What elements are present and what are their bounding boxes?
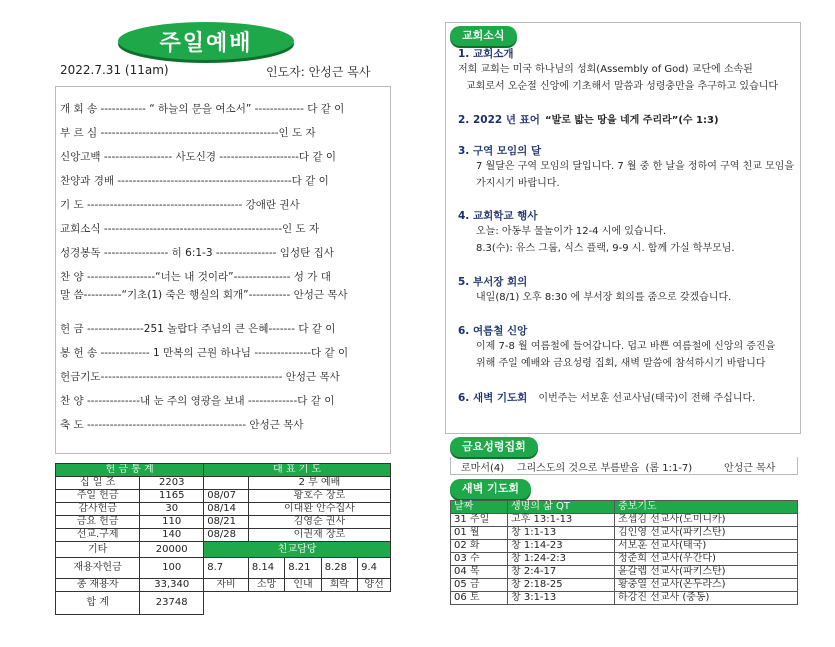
prayer-date: 08/21	[204, 516, 249, 529]
news-num: 6.	[458, 325, 470, 337]
cleaning-group: 자비	[204, 579, 249, 592]
offering-value: 2203	[140, 477, 204, 490]
dawn-header: 날짜	[451, 501, 508, 514]
prayer-name: 이대환 안수집사	[248, 503, 390, 516]
news-line: 내일(8/1) 오후 8:30 에 부서장 회의를 줌으로 갖겠습니다.	[476, 292, 732, 303]
order-item: 찬 양 --------------내 눈 주의 영광을 보내 -------------다 같 이	[60, 395, 335, 407]
offering-header: 헌 금 통 계	[56, 464, 204, 477]
cleaning-group: 희락	[321, 579, 357, 592]
news-line: 7 월달은 구역 모임의 달입니다. 7 월 중 한 날을 정하여 구역 친교 모임을	[476, 161, 795, 172]
cleaning-group: 인내	[285, 579, 321, 592]
order-item: 교회소식 -----------------------------------------------인 도 자	[60, 223, 320, 235]
dawn-header: 생명의 삶 QT	[508, 501, 615, 514]
offering-prayer-table	[55, 463, 391, 615]
news-num: 3.	[458, 145, 470, 157]
prayer-date: 08/28	[204, 529, 249, 542]
order-item: 봉 헌 송 ------------- 1 만복의 근원 하나님 ---------------다 같 이	[60, 347, 349, 359]
dawn-qt: 고후 13:1-13	[508, 514, 615, 527]
news-item	[458, 323, 798, 372]
news-line: 위해 주일 예배와 금요성령 집회, 새벽 말씀에 참석하시기 바랍니다	[476, 358, 766, 369]
news-item	[458, 143, 798, 192]
offering-label: 십 일 조	[56, 477, 140, 490]
table-row	[451, 592, 798, 605]
cleaning-date: 8.7	[204, 558, 249, 579]
dawn-qt: 창 1:14-23	[508, 540, 615, 553]
prayer-name: 황호수 장로	[248, 490, 390, 503]
news-line: 이번주는 서보훈 선교사님(태국)이 전해 주십니다.	[538, 393, 756, 404]
prayer-date: 08/07	[204, 490, 249, 503]
table-row	[451, 514, 798, 527]
news-heading: 여름철 신앙	[472, 325, 528, 337]
order-item: 개 회 송 ------------ “ 하늘의 문을 여소서” ------------- 다 같 이	[60, 103, 345, 115]
order-item: 신앙고백 ------------------ 사도신경 ---------------------다 같 이	[60, 151, 337, 163]
dawn-header: 중보기도	[615, 501, 798, 514]
cleaning-date: 8.28	[321, 558, 357, 579]
news-heading: 구역 모임의 달	[472, 145, 542, 157]
table-row	[451, 553, 798, 566]
offering-label: 주일 헌금	[56, 490, 140, 503]
friday-box	[450, 457, 798, 475]
service-title-banner	[118, 22, 294, 60]
dawn-prayer: 정준희 선교사(우간다)	[615, 553, 798, 566]
dawn-day: 06 토	[451, 592, 508, 605]
dawn-qt: 창 3:1-13	[508, 592, 615, 605]
offering-label: 감사헌금	[56, 503, 140, 516]
dawn-qt: 창 2:18-25	[508, 579, 615, 592]
news-heading: 교회소개	[472, 48, 514, 60]
offering-value: 33,340	[140, 579, 204, 592]
news-item	[458, 386, 798, 407]
offering-label: 기타	[56, 542, 140, 558]
dawn-schedule-table	[450, 500, 798, 605]
table-row	[451, 566, 798, 579]
prayer-header: 대 표 기 도	[204, 464, 391, 477]
news-heading: 새벽 기도회	[472, 392, 528, 404]
cleaning-group: 소망	[248, 579, 284, 592]
order-of-worship	[55, 86, 391, 454]
dawn-qt: 창 1:1-13	[508, 527, 615, 540]
order-item: 찬양과 경배 ----------------------------------------------다 같 이	[60, 175, 329, 187]
dawn-prayer: 조셉김 선교사(도미니카)	[615, 514, 798, 527]
news-item	[458, 46, 798, 95]
table-row	[451, 540, 798, 553]
table-row	[451, 527, 798, 540]
order-item: 헌 금 ---------------251 놀랍다 주님의 큰 은혜------- 다 같 이	[60, 323, 336, 335]
news-num: 2.	[458, 114, 470, 126]
dawn-pill: 새벽 기도회	[450, 479, 531, 499]
order-item: 부 르 심 -----------------------------------------------인 도 자	[60, 127, 316, 139]
dawn-day: 03 수	[451, 553, 508, 566]
dawn-day: 05 금	[451, 579, 508, 592]
order-item: 기 도 ----------------------------------------- 강애란 권사	[60, 199, 300, 211]
news-line: 8.3(수): 유스 그룹, 식스 플랙, 9-9 시. 함께 가실 학부모님.	[476, 243, 735, 254]
order-item: 성경봉독 ----------------- 히 6:1-3 ---------------- 임성탄 집사	[60, 247, 334, 259]
offering-label: 총 재용자	[56, 579, 140, 592]
news-num: 6.	[458, 392, 470, 404]
news-pill: 교회소식	[450, 26, 517, 46]
order-item: 찬 양 ------------------“너는 내 것이라”--------------- 성 가 대	[60, 271, 331, 283]
dawn-qt: 창 2:4-17	[508, 566, 615, 579]
prayer-name: 2 부 예배	[248, 477, 390, 490]
order-item: 말 씀----------“기초(1) 죽은 행실의 회개”----------- 안성근 목사	[60, 289, 348, 301]
news-heading: 2022 년 표어	[472, 114, 540, 126]
news-num: 5.	[458, 276, 470, 288]
prayer-date	[204, 477, 249, 490]
offering-value: 30	[140, 503, 204, 516]
friday-line: 로마서(4) 그리스도의 것으로 부름받음 (롬 1:1-7) 안성근 목사	[461, 463, 776, 474]
dawn-day: 31 주일	[451, 514, 508, 527]
table-row	[451, 579, 798, 592]
empty-cell	[204, 592, 391, 615]
dawn-prayer: 하강진 선교사 (중동)	[615, 592, 798, 605]
dawn-day: 01 월	[451, 527, 508, 540]
service-date: 2022.7.31 (11am)	[60, 63, 169, 77]
news-heading: 부서장 회의	[472, 276, 528, 288]
offering-label: 합 계	[56, 592, 140, 615]
order-item: 헌금기도------------------------------------------------ 안성근 목사	[60, 371, 340, 383]
news-line: 오늘: 아동부 물놀이가 12-4 시에 있습니다.	[476, 226, 667, 237]
prayer-name: 이권재 장로	[248, 529, 390, 542]
offering-value: 140	[140, 529, 204, 542]
news-line: 가지시기 바랍니다.	[476, 178, 560, 189]
prayer-name: 김영순 권사	[248, 516, 390, 529]
offering-value: 20000	[140, 542, 204, 558]
cleaning-date: 8.21	[285, 558, 321, 579]
news-line: 저희 교회는 미국 하나님의 성회(Assembly of God) 교단에 소속된	[458, 64, 753, 75]
dawn-prayer: 김인영 선교사(파키스탄)	[615, 527, 798, 540]
friday-pill: 금요성령집회	[450, 437, 538, 457]
dawn-prayer: 서보훈 선교사(태국)	[615, 540, 798, 553]
offering-value: 1165	[140, 490, 204, 503]
dawn-prayer: 황충열 선교사(온두라스)	[615, 579, 798, 592]
news-line: 교회로서 오순절 신앙에 기초해서 말씀과 성령충만을 추구하고 있습니다	[466, 81, 779, 92]
cleaning-date: 8.14	[248, 558, 284, 579]
dawn-day: 02 화	[451, 540, 508, 553]
news-item	[458, 208, 798, 257]
offering-label: 선교.구제	[56, 529, 140, 542]
cleaning-group: 양선	[358, 579, 391, 592]
news-item	[458, 274, 798, 306]
news-num: 4.	[458, 210, 470, 222]
offering-label: 재용자헌금	[56, 558, 140, 579]
order-item: 축 도 ------------------------------------------ 안성근 목사	[60, 419, 304, 431]
cleaning-date: 9.4	[358, 558, 391, 579]
service-leader: 인도자: 안성근 목사	[266, 65, 371, 79]
offering-value: 23748	[140, 592, 204, 615]
offering-value: 110	[140, 516, 204, 529]
cleaning-header: 친교담당	[204, 542, 391, 558]
dawn-day: 04 목	[451, 566, 508, 579]
news-num: 1.	[458, 48, 470, 60]
news-line: 이제 7-8 월 여름철에 들어갑니다. 덥고 바쁜 여름철에 신앙의 증진을	[476, 341, 776, 352]
news-line: “발로 밟는 땅을 네게 주리라”(수 1:3)	[545, 115, 719, 126]
dawn-prayer: 윤갈렙 선교사(파키스탄)	[615, 566, 798, 579]
news-item	[458, 108, 798, 129]
prayer-date: 08/14	[204, 503, 249, 516]
offering-value: 100	[140, 558, 204, 579]
news-heading: 교회학교 행사	[472, 210, 538, 222]
dawn-qt: 창 1:24-2:3	[508, 553, 615, 566]
offering-label: 금요 헌금	[56, 516, 140, 529]
service-title: 주일예배	[159, 30, 253, 56]
